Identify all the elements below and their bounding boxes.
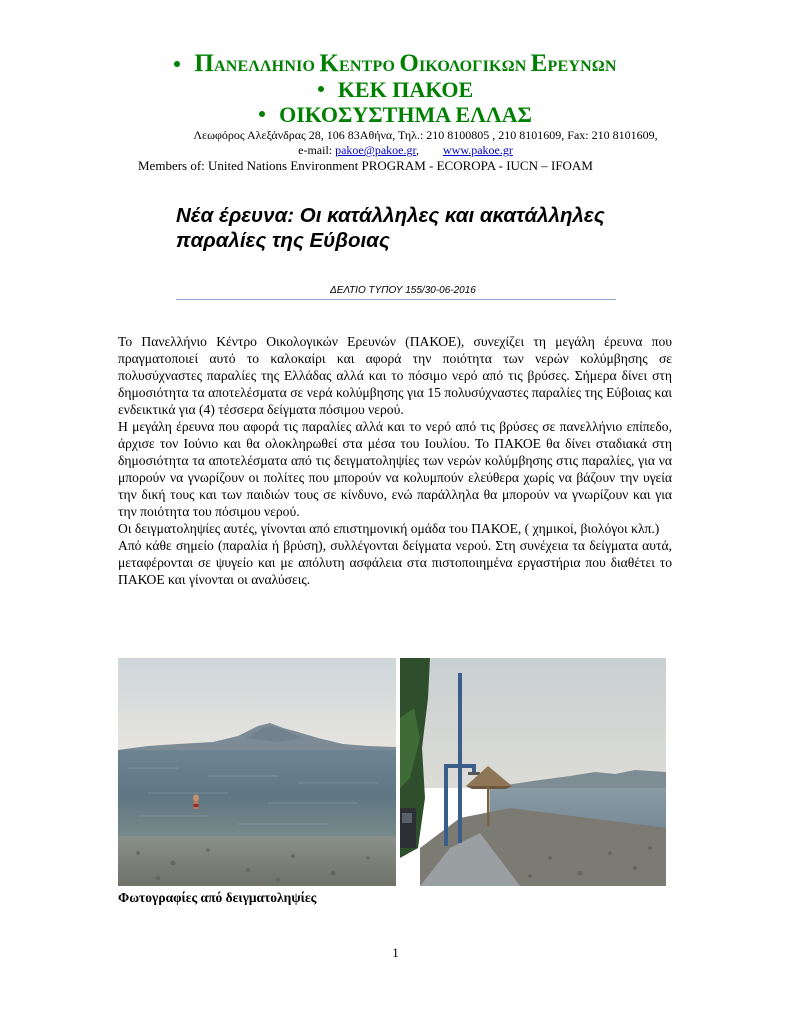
address-line: Λεωφόρος Αλεξάνδρας 28, 106 83Αθήνα, Τηλ.: 210 8100805 , 210 8101609, Fax: 210 8101609, — [193, 128, 658, 142]
sea-swimmer-photo — [118, 658, 396, 886]
org-name-cap-4: Ε — [530, 50, 548, 77]
org-name-rest-1: ΑΝΕΛΛΗΝΙΟ — [213, 58, 320, 75]
email-link[interactable]: pakoe@pakoe.gr — [335, 143, 416, 157]
org-line-kek — [0, 77, 791, 103]
page-title: Νέα έρευνα: Οι κατάλληλες και ακατάλληλες παραλίες της Εύβοιας — [176, 204, 605, 252]
email-label: e-mail: — [298, 143, 336, 157]
bullet-icon — [259, 111, 265, 117]
page-number: 1 — [392, 945, 399, 960]
org-name-rest-3: ΙΚΟΛΟΓΙΚΩΝ — [419, 58, 531, 75]
paragraph-3: Οι δειγματοληψίες αυτές, γίνονται από επιστημονική ομάδα του ΠΑΚΟΕ, ( χημικοί, βιολόγοι κλπ.) — [118, 521, 660, 536]
bullet-icon — [318, 86, 324, 92]
org-name-cap-2: Κ — [319, 50, 340, 77]
ecosystem-label: ΟΙΚΟΣΥΣΤΗΜΑ ΕΛΛΑΣ — [279, 102, 532, 127]
press-release-number: ΔΕΛΤΙΟ ΤΥΠΟΥ 155/30-06-2016 — [330, 285, 476, 296]
kek-pakoe-label: ΚΕΚ ΠΑΚΟΕ — [337, 77, 474, 102]
org-name-rest-4: ΡΕΥΝΩΝ — [547, 58, 617, 75]
website-link[interactable]: www.pakoe.gr — [442, 143, 513, 157]
org-name-cap-3: Ο — [399, 50, 419, 77]
org-name-rest-2: ΕΝΤΡΟ — [339, 58, 400, 75]
photo-caption: Φωτογραφίες από δειγματοληψίες — [118, 890, 317, 905]
contact-line — [0, 143, 791, 158]
sea-swimmer-photo-drawing — [118, 658, 396, 886]
org-name — [0, 50, 791, 78]
email-separator: , — [415, 143, 419, 157]
paragraph-2: Η μεγάλη έρευνα που αφορά τις παραλίες αλλά και το νερό από τις βρύσες σε πανελλήνιο επίπεδο, άρχισε τον Ιούνιο και θα ολοκληρωθεί στα μέσα του Ιουλίου. Το ΠΑΚΟΕ θα δίνει σταδιακά στη δημοσιότητα τα αποτελέσματα από τις δειγματοληψίες των νερών κολύμβησης στις παραλίες, για να μπορούν να γνωρίζουν οι πολίτες που μπορούν να κολυμπούν ελεύθερα χωρίς να βάζουν την υγεία την δική τους και των παιδιών τους σε κίνδυνο, ενώ παράλληλα θα μπορούν να γνωρίζουν και για την ποιότητα του πόσιμου νερού. — [118, 419, 672, 519]
org-name-cap-1: Π — [194, 50, 214, 77]
members-line: Members of: United Nations Environment PROGRAM - ECOROPA - IUCN – IFOAM — [138, 158, 593, 173]
paragraph-1: Το Πανελλήνιο Κέντρο Οικολογικών Ερευνών (ΠΑΚΟΕ), συνεχίζει τη μεγάλη έρευνα που πραγματοποιεί αυτό το καλοκαίρι και αφορά την ποιότητα των νερών κολύμβησης σε πολυσύχναστες παραλίες της Ελλάδας αλλά και το πόσιμο νερό από τις βρύσες. Σήμερα δίνει στη δημοσιότητα τα αποτελέσματα σε νερά κολύμβησης για 15 πολυσύχναστες παραλίες της Εύβοιας και ενδεικτικά για (4) τέσσερα δείγματα πόσιμου νερού. — [118, 334, 672, 417]
beach-shower-photo — [400, 658, 666, 886]
bullet-icon — [174, 61, 180, 67]
article-body — [118, 333, 672, 588]
title-divider — [176, 299, 616, 300]
paragraph-4: Από κάθε σημείο (παραλία ή βρύση), συλλέγονται δείγματα νερού. Στη συνέχεια τα δείγματα αυτά, μεταφέρονται σε ψυγείο και με απόλυτη ασφάλεια στα πιστοποιημένα εργαστήρια που διαθέτει το ΠΑΚΟΕ και γίνονται οι αναλύσεις. — [118, 538, 672, 587]
org-line-ecosystem — [0, 102, 791, 128]
beach-shower-photo-drawing — [400, 658, 666, 886]
